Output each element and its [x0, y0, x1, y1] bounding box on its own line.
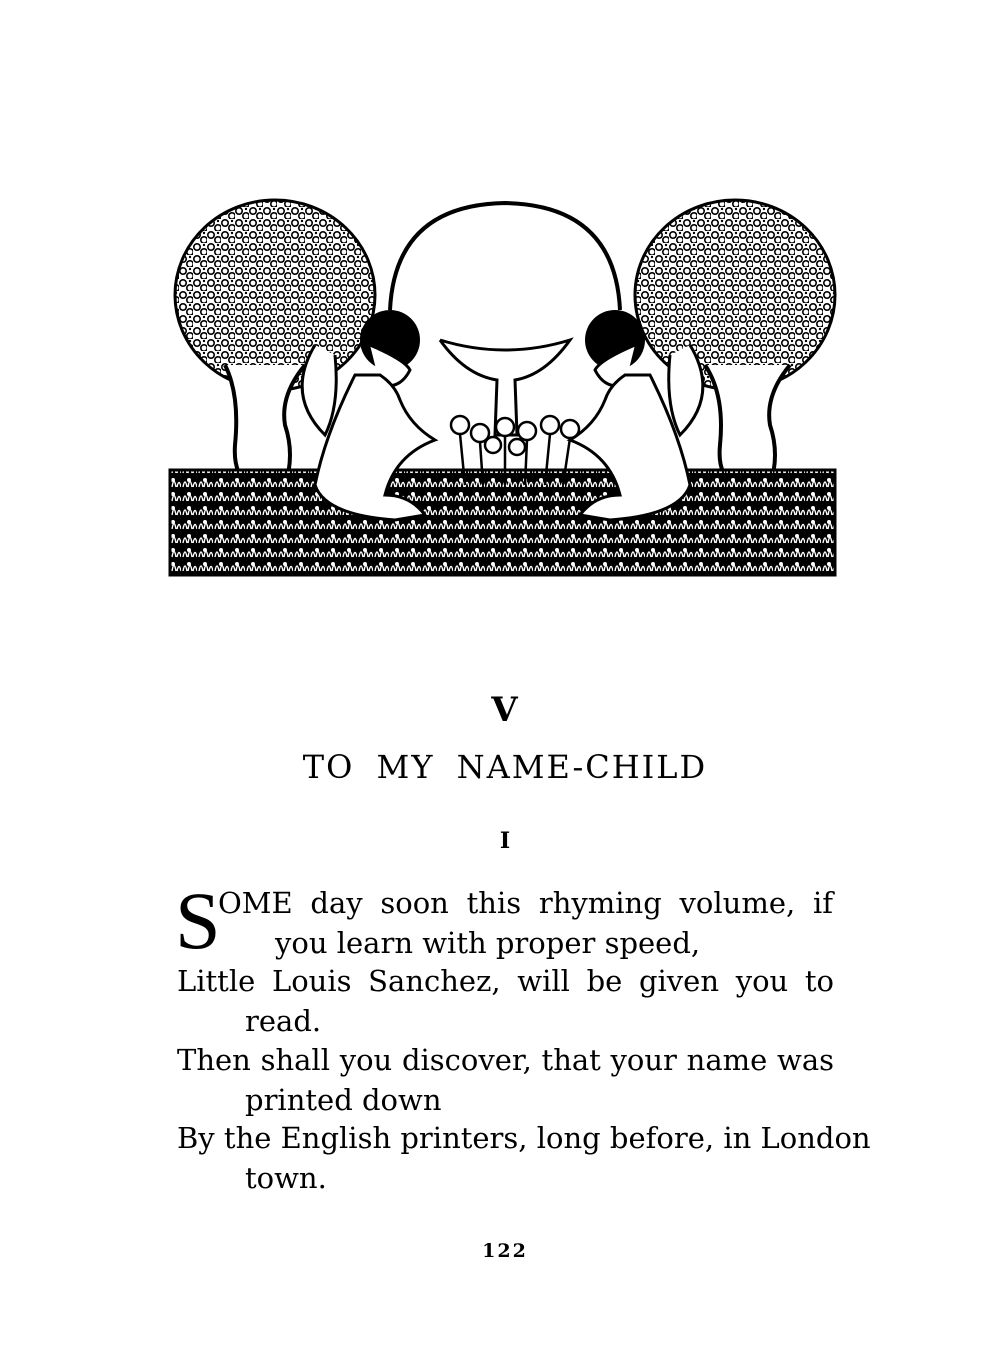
verse-line-continuation: read.	[245, 1004, 322, 1038]
verse-line: By the English printers, long before, in London	[177, 1121, 871, 1155]
chapter-number: V	[491, 690, 519, 730]
page-number: 122	[482, 1240, 528, 1262]
poem-title: TO MY NAME-CHILD	[302, 748, 708, 786]
verse-line: Little Louis Sanchez, will be given you to	[177, 964, 834, 998]
verse-line: Then shall you discover, that your name was	[177, 1043, 834, 1077]
drop-cap: S	[175, 875, 221, 966]
verse-line-continuation: you learn with proper speed,	[275, 926, 701, 960]
verse-line-continuation: town.	[245, 1161, 327, 1195]
section-number: I	[499, 828, 511, 854]
verse-line: OME day soon this rhyming volume, if	[218, 886, 833, 920]
verse-line-continuation: printed down	[245, 1083, 442, 1117]
